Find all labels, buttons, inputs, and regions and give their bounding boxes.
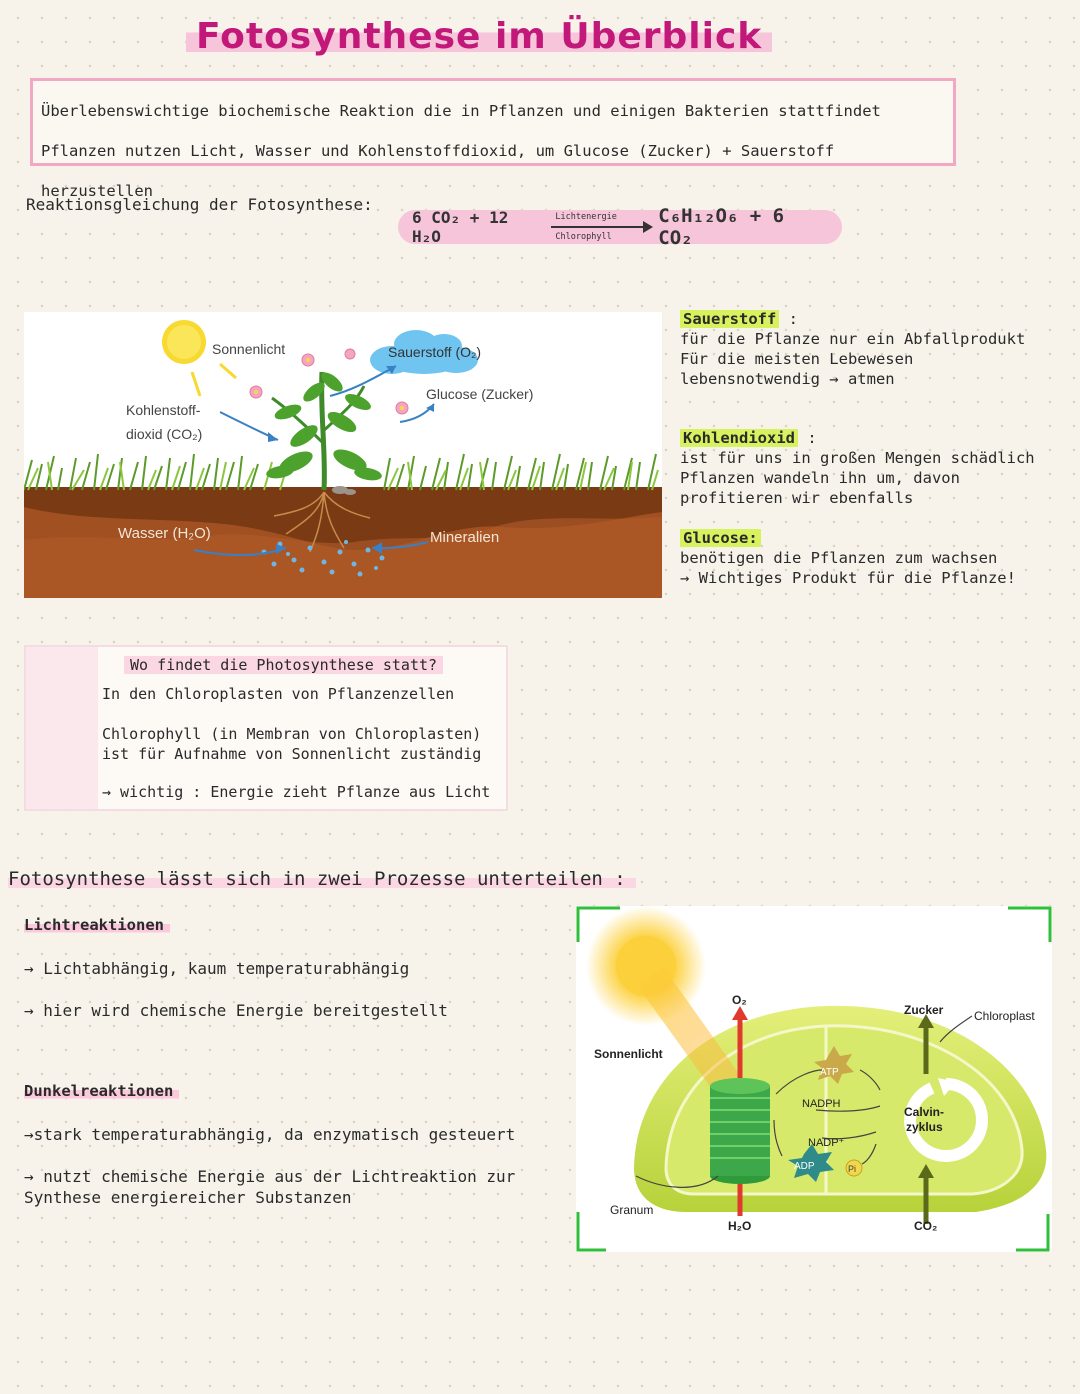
label-chloroplast: Chloroplast bbox=[974, 1009, 1035, 1023]
light-reactions-heading: Lichtreaktionen bbox=[24, 916, 170, 934]
note-co2-line: ist für uns in großen Mengen schädlich bbox=[680, 449, 1035, 467]
dark-reactions-point: →stark temperaturabhängig, da enzymatisch gesteuert bbox=[24, 1125, 516, 1144]
label-co2-2: dioxid (CO₂) bbox=[126, 426, 203, 442]
note-co2-line: profitieren wir ebenfalls bbox=[680, 489, 914, 507]
dark-reactions-point-line: → nutzt chemische Energie aus der Lichtreaktion zur bbox=[24, 1167, 516, 1186]
reaction-equation bbox=[398, 205, 842, 249]
note-co2 bbox=[680, 428, 1060, 508]
label-nadph: NADPH bbox=[802, 1098, 841, 1110]
page-title: Fotosynthese im Überblick bbox=[186, 16, 772, 57]
note-co2-title: Kohlendioxid bbox=[680, 429, 798, 447]
label-co2: CO₂ bbox=[914, 1219, 938, 1233]
dark-reactions-heading: Dunkelreaktionen bbox=[24, 1082, 179, 1100]
note-oxygen-line: für die Pflanze nur ein Abfallprodukt bbox=[680, 330, 1026, 348]
note-co2-colon: : bbox=[807, 429, 817, 447]
label-sugar: Zucker bbox=[904, 1003, 944, 1017]
label-sunlight: Sonnenlicht bbox=[212, 341, 286, 357]
dark-reactions-point bbox=[24, 1166, 584, 1208]
page-title-wrap bbox=[186, 16, 772, 57]
note-oxygen-title: Sauerstoff bbox=[680, 310, 779, 328]
equation-rhs: C₆H₁₂O₆ + 6 CO₂ bbox=[658, 205, 785, 249]
label-pi: Pi bbox=[848, 1164, 857, 1174]
note-oxygen-line: lebensnotwendig → atmen bbox=[680, 370, 895, 388]
label-glucose: Glucose (Zucker) bbox=[426, 386, 534, 402]
note-glucose-title: Glucose: bbox=[680, 529, 761, 547]
equation-lhs: 6 CO₂ + 12 H₂O bbox=[412, 208, 509, 246]
label-h2o: H₂O bbox=[728, 1219, 752, 1233]
intro-box bbox=[30, 78, 956, 200]
where-question: Wo findet die Photosynthese statt? bbox=[124, 656, 443, 674]
intro-line-1: Überlebenswichtige biochemische Reaktion die in Pflanzen und einigen Bakterien stattfindet bbox=[41, 102, 881, 120]
photosynthesis-plant-figure bbox=[24, 312, 662, 598]
note-glucose bbox=[680, 528, 1060, 588]
where-box bbox=[24, 645, 508, 811]
chloroplast-figure bbox=[576, 906, 1052, 1252]
label-calvin-1: Calvin- bbox=[904, 1105, 945, 1119]
where-chlorophyll-2: ist für Aufnahme von Sonnenlicht zuständig bbox=[102, 745, 482, 763]
label-oxygen: Sauerstoff (O₂) bbox=[388, 344, 482, 360]
processes-title: Fotosynthese lässt sich in zwei Prozesse unterteilen : bbox=[8, 868, 636, 890]
note-glucose-line: benötigen die Pflanzen zum wachsen bbox=[680, 549, 998, 567]
light-reactions-point: → Lichtabhängig, kaum temperaturabhängig bbox=[24, 959, 410, 978]
note-oxygen bbox=[680, 309, 1060, 389]
label-water: Wasser (H₂O) bbox=[118, 525, 211, 542]
where-chlorophyll-1: Chlorophyll (in Membran von Chloroplasten) bbox=[102, 725, 482, 743]
label-granum: Granum bbox=[610, 1203, 654, 1217]
label-co2-1: Kohlenstoff- bbox=[126, 402, 201, 418]
label-calvin-2: zyklus bbox=[906, 1120, 943, 1134]
equation-label: Reaktionsgleichung der Fotosynthese: bbox=[26, 195, 373, 214]
arrow-label-bottom: Chlorophyll bbox=[555, 232, 612, 242]
note-oxygen-colon: : bbox=[788, 310, 799, 328]
dark-reactions-point-line: Synthese energiereicher Substanzen bbox=[24, 1188, 352, 1207]
note-glucose-line: → Wichtiges Produkt für die Pflanze! bbox=[680, 569, 1016, 587]
granum-stack bbox=[710, 1078, 770, 1184]
label-nadp: NADP⁺ bbox=[808, 1137, 845, 1149]
label-o2: O₂ bbox=[732, 993, 747, 1007]
label-sunlight: Sonnenlicht bbox=[594, 1047, 663, 1061]
reaction-arrow bbox=[549, 210, 654, 244]
label-minerals: Mineralien bbox=[430, 529, 500, 546]
label-adp: ADP bbox=[794, 1161, 815, 1172]
note-oxygen-line: Für die meisten Lebewesen bbox=[680, 350, 914, 368]
note-co2-line: Pflanzen wandeln ihn um, davon bbox=[680, 469, 960, 487]
intro-line-2: Pflanzen nutzen Licht, Wasser und Kohlenstoffdioxid, um Glucose (Zucker) + Sauerstoff herzustellen bbox=[41, 142, 835, 200]
light-reactions-point: → hier wird chemische Energie bereitgestellt bbox=[24, 1001, 448, 1020]
where-answer: In den Chloroplasten von Pflanzenzellen bbox=[102, 685, 455, 703]
where-important: → wichtig : Energie zieht Pflanze aus Licht bbox=[102, 783, 491, 801]
label-atp: ATP bbox=[820, 1067, 839, 1078]
arrow-label-top: Lichtenergie bbox=[555, 212, 617, 222]
